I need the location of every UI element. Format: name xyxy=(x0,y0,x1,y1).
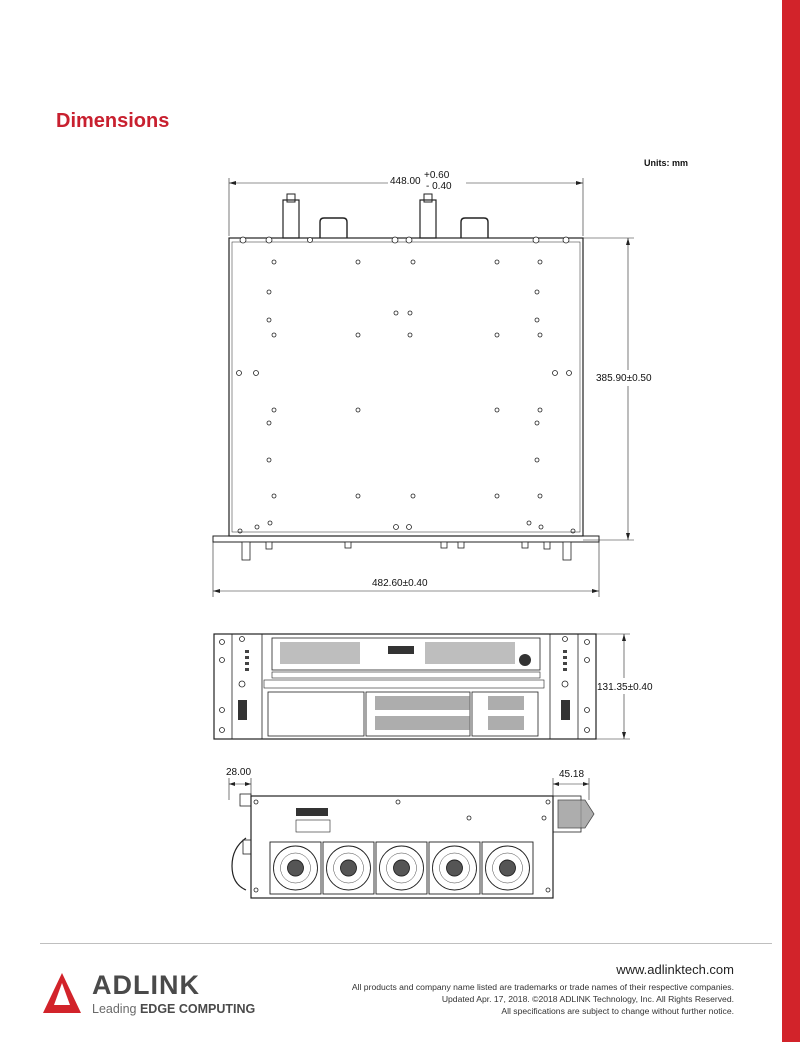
height-label: 131.35±0.40 xyxy=(597,682,653,693)
top-width-label: 448.00 xyxy=(390,176,421,187)
side-view-drawing xyxy=(229,778,594,898)
depth-label: 385.90±0.50 xyxy=(596,373,652,384)
right-offset-label: 45.18 xyxy=(559,769,585,780)
page-title: Dimensions xyxy=(56,110,170,132)
front-view-drawing xyxy=(214,634,630,739)
footer-trademark-line: All products and company name listed are trademarks or trade names of their respective companies. xyxy=(351,982,734,992)
footer-specs-line: All specifications are subject to change without further notice. xyxy=(501,1006,734,1016)
overall-width-label: 482.60±0.40 xyxy=(372,578,428,589)
adlink-logo xyxy=(40,968,256,1018)
logo-tagline xyxy=(92,1002,255,1016)
units-label: Units: mm xyxy=(644,158,689,168)
footer-updated-line: Updated Apr. 17, 2018. ©2018 ADLINK Technology, Inc. All Rights Reserved. xyxy=(441,994,734,1004)
left-offset-label: 28.00 xyxy=(226,767,252,778)
logo-tagline-light: Leading xyxy=(92,1002,140,1016)
top-width-tolerance-minus: - 0.40 xyxy=(426,181,452,192)
footer-divider xyxy=(40,943,772,944)
footer-info xyxy=(352,962,734,1017)
logo-tagline-bold: EDGE COMPUTING xyxy=(139,1002,256,1016)
top-width-tolerance-plus: +0.60 xyxy=(424,170,450,181)
website-link[interactable]: www.adlinktech.com xyxy=(616,962,734,977)
top-view-drawing xyxy=(213,178,634,597)
logo-brand-name: ADLINK xyxy=(92,970,200,1000)
